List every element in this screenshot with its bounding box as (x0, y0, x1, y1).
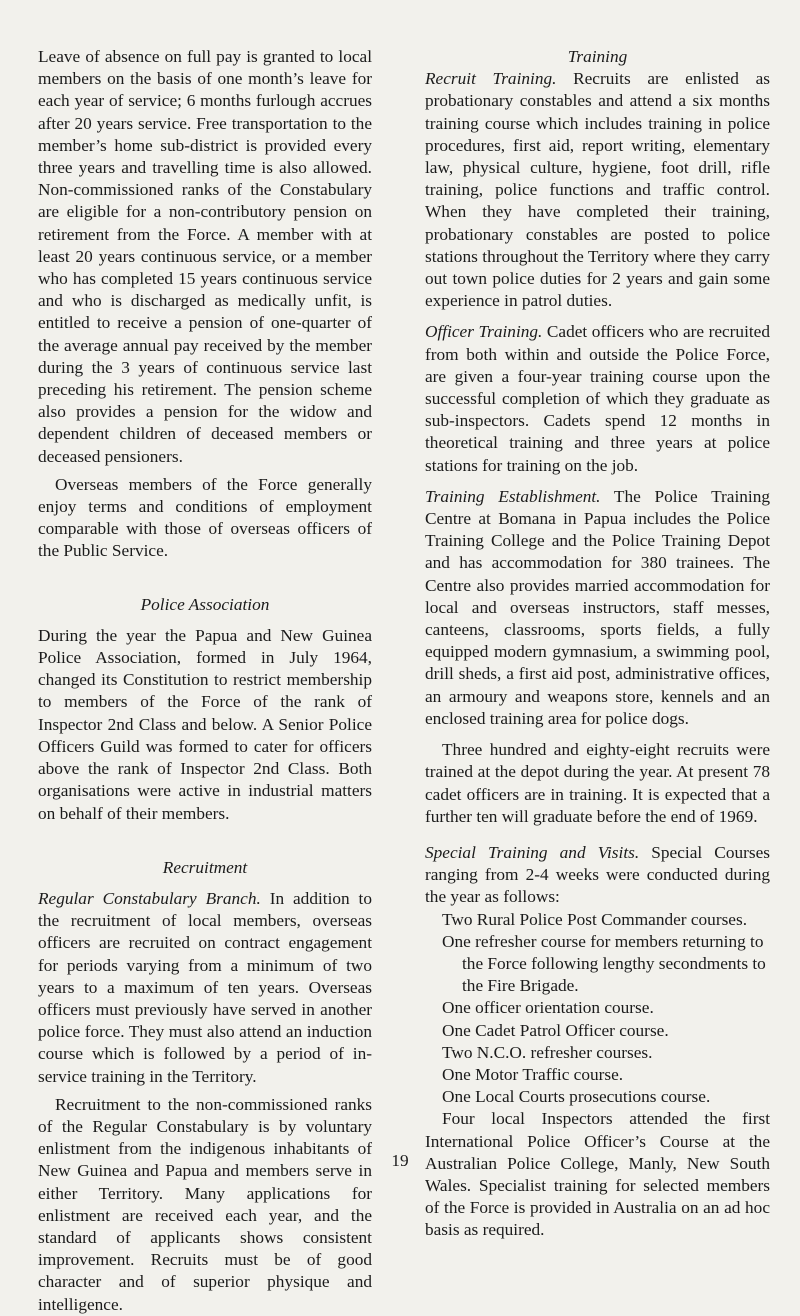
special-training-paragraph (425, 842, 770, 909)
list-item: One officer orientation course. (442, 998, 654, 1018)
recruits-trained-paragraph: Three hundred and eighty-eight recruits were trained at the depot during the year. At present 78 cadet officers are in training. It is expected that a further ten will graduate before the end of 1969. (425, 740, 770, 826)
left-column (38, 46, 372, 1316)
officer-training-text: Cadet officers who are recruited from both within and outside the Police Force, are given a four-year training course upon the successful completion of which they graduate as sub-inspectors. Cadets spend 12 months in theoretical training and three years at police stations for training on the job. (425, 322, 770, 475)
regular-constabulary-paragraph (38, 888, 372, 1088)
training-establishment-paragraph (425, 486, 770, 730)
overseas-members-paragraph: Overseas members of the Force generally enjoy terms and conditions of employment comparable with those of overseas officers of the Public Service. (38, 474, 372, 561)
officer-training-lead: Officer Training. (425, 322, 543, 342)
right-column (425, 46, 770, 1242)
police-association-paragraph: During the year the Papua and New Guinea Police Association, formed in July 1964, changed its Constitution to restrict membership to members of the Force of the rank of Inspector 2nd Class and below. A Senior Police Officers Guild was formed to cater for officers above the rank of Inspector 2nd Class. Both organisations were active in industrial matters on behalf of their members. (38, 625, 372, 823)
training-heading: Training (567, 47, 628, 66)
recruit-training-text: Recruits are enlisted as probationary constables and attend a six months training course which includes training in police procedures, first aid, report writing, elementary law, physical culture, hygiene, foot drill, rifle training, police functions and traffic control. When they have completed their training, probationary constables are posted to police stations throughout the Territory where they carry out town police duties for 2 years and gain some experience in patrol duties. (425, 69, 770, 311)
recruit-training-paragraph (425, 68, 770, 312)
list-item: One Local Courts prosecutions course. (442, 1087, 711, 1107)
police-association-heading: Police Association (140, 594, 270, 614)
officer-training-paragraph (425, 321, 770, 476)
list-item: One Motor Traffic course. (442, 1064, 624, 1084)
page-number: 19 (391, 1151, 409, 1170)
international-course-paragraph: Four local Inspectors attended the first International Police Officer’s Course at the Australian Police College, Manly, New South Wales. Specialist training for selected members of the Force is provided in Australia on an ad hoc basis as required. (425, 1109, 770, 1240)
training-establishment-text: The Police Training Centre at Bomana in Papua includes the Police Training College and the Police Training Depot and has accommodation for 380 trainees. The Centre also provides married accommodation for local and overseas instructors, staff messes, canteens, classrooms, sports fields, a fully equipped modern gymnasium, a swimming pool, drill sheds, a first aid post, administrative offices, an armoury and weapons store, kennels and an enclosed training area for police dogs. (425, 486, 770, 728)
special-training-text: Special Courses ranging from 2-4 weeks were conducted during the year as follows: (425, 842, 770, 907)
non-commissioned-recruitment-paragraph: Recruitment to the non-commissioned ranks of the Regular Constabulary is by voluntary enlistment from the indigenous inhabitants of New Guinea and Papua and members serve in either Territory. Many applications for enlistment are received each year, and the standard of applicants shows consistent improvement. Recruits must be of good character and of superior physique and intelligence. (38, 1094, 372, 1314)
list-item: One refresher course for members returning to the Force following lengthy secondments to the Fire Brigade. (442, 931, 766, 996)
recruit-training-lead: Recruit Training. (425, 69, 557, 89)
regular-constabulary-lead: Regular Constabulary Branch. (38, 888, 261, 908)
recruitment-heading: Recruitment (162, 857, 248, 877)
list-item: One Cadet Patrol Officer course. (442, 1020, 669, 1040)
training-establishment-lead: Training Establishment. (425, 486, 601, 506)
list-item: Two N.C.O. refresher courses. (442, 1042, 653, 1062)
list-item: Two Rural Police Post Commander courses. (442, 909, 748, 929)
special-courses-list (425, 909, 770, 1109)
regular-constabulary-text: In addition to the recruitment of local members, overseas officers are recruited on contract engagement for periods varying from a minimum of two years to a maximum of ten years. Overseas officers must previously have served in another police force. They must also attend an induction course which is followed by a period of in-service training in the Territory. (38, 888, 373, 1086)
special-training-lead: Special Training and Visits. (425, 842, 640, 862)
pension-paragraph: Leave of absence on full pay is granted to local members on the basis of one month’s leave for each year of service; 6 months furlough accrues after 20 years service. Free transportation to the member’s home sub-district is provided every three years and travelling time is also allowed. Non-commissioned ranks of the Constabulary are eligible for a non-contributory pension on retirement from the Force. A member with at least 20 years continuous service, or a member who has completed 15 years continuous service and who is discharged as medically unfit, is entitled to receive a pension of one-quarter of the average annual pay received by the member during the 3 years of continuous service last preceding his retirement. The pension scheme also provides a pension for the widow and dependent children of deceased members or deceased pensioners. (38, 47, 372, 466)
